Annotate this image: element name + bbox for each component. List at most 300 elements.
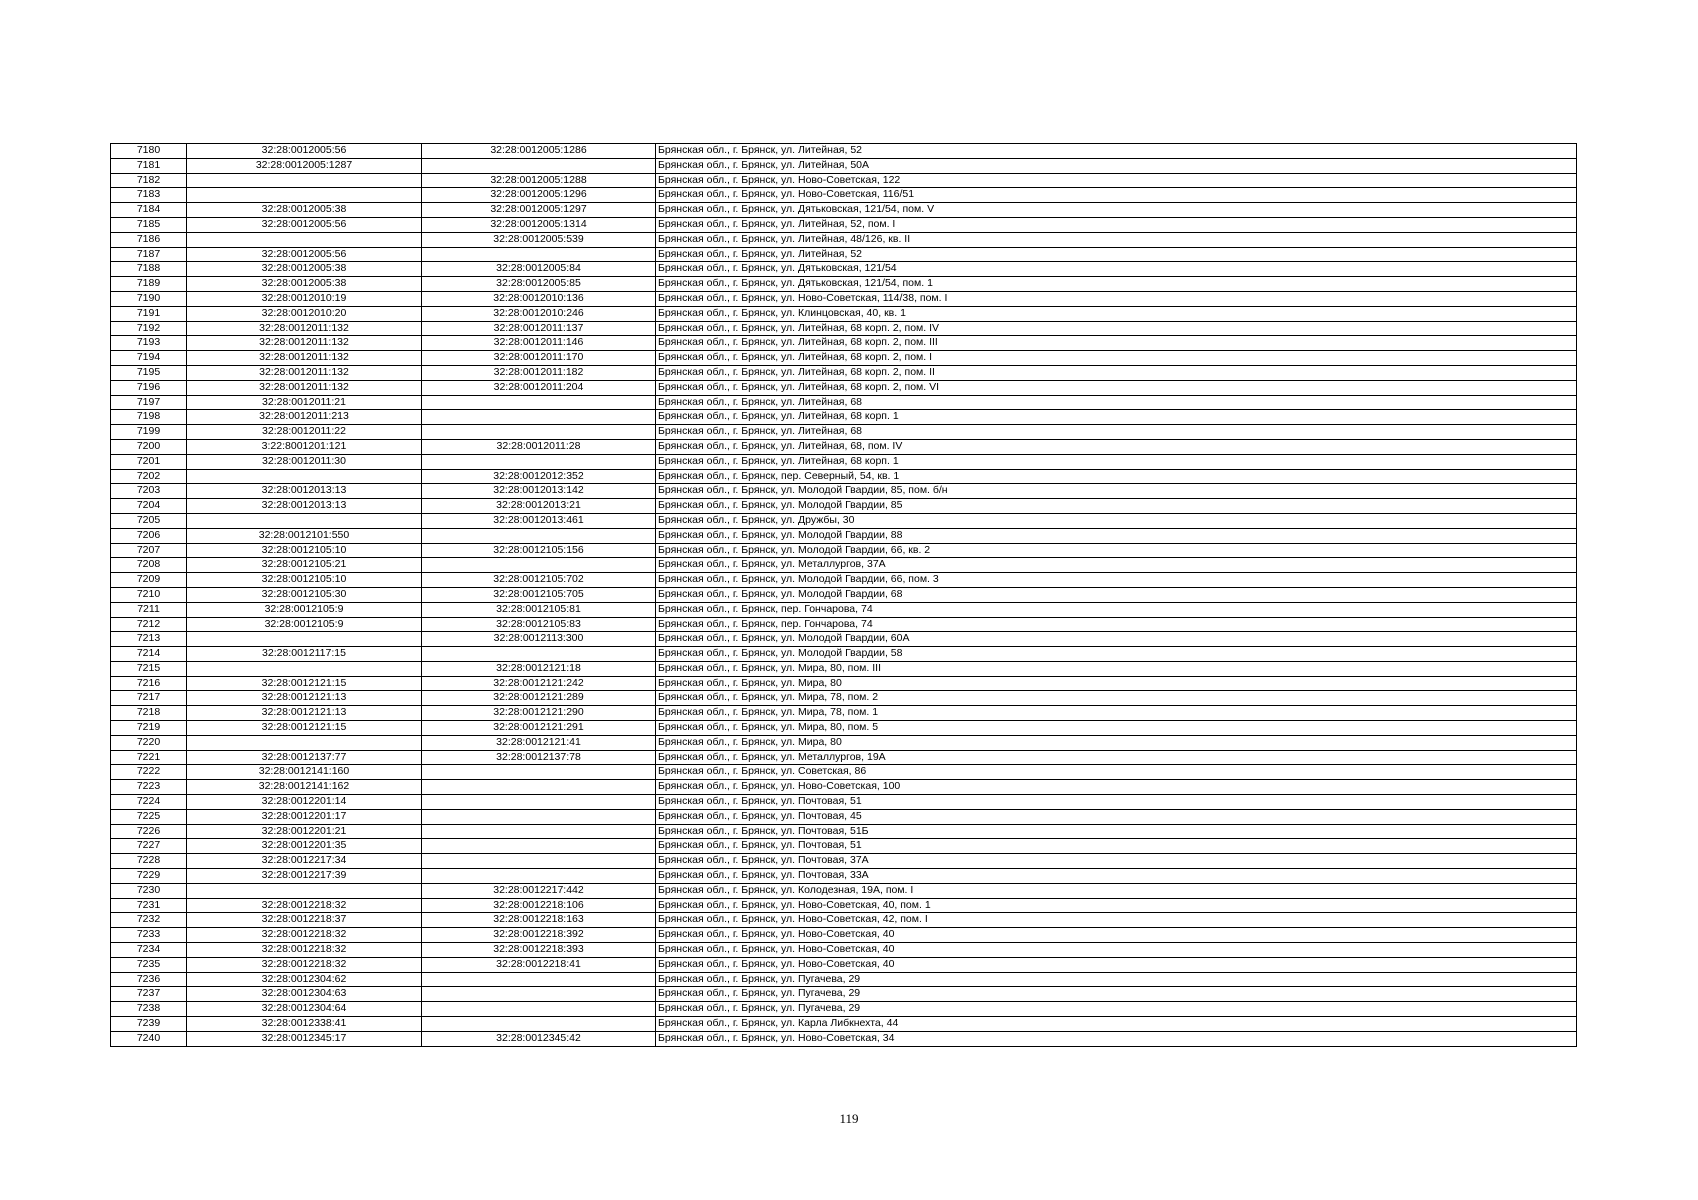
row-number-cell: 7230 xyxy=(111,883,187,898)
row-number-cell: 7202 xyxy=(111,469,187,484)
cadastral-parent-cell: 32:28:0012005:56 xyxy=(187,144,422,159)
table-row xyxy=(111,454,1577,469)
row-number-cell: 7199 xyxy=(111,425,187,440)
cadastral-object-cell xyxy=(422,1002,656,1017)
cadastral-object-cell: 32:28:0012011:146 xyxy=(422,336,656,351)
cadastral-object-cell: 32:28:0012105:81 xyxy=(422,602,656,617)
cadastral-object-cell: 32:28:0012121:242 xyxy=(422,676,656,691)
cadastral-object-cell: 32:28:0012005:1286 xyxy=(422,144,656,159)
cadastral-parent-cell: 32:28:0012218:32 xyxy=(187,928,422,943)
address-cell: Брянская обл., г. Брянск, ул. Дятьковская, 121/54, пом. 1 xyxy=(656,277,1577,292)
address-cell: Брянская обл., г. Брянск, ул. Пугачева, 29 xyxy=(656,972,1577,987)
cadastral-object-cell xyxy=(422,395,656,410)
row-number-cell: 7186 xyxy=(111,232,187,247)
row-number-cell: 7197 xyxy=(111,395,187,410)
address-cell: Брянская обл., г. Брянск, ул. Почтовая, 51Б xyxy=(656,824,1577,839)
table-row xyxy=(111,232,1577,247)
row-number-cell: 7192 xyxy=(111,321,187,336)
cadastral-parent-cell: 32:28:0012338:41 xyxy=(187,1017,422,1032)
address-cell: Брянская обл., г. Брянск, ул. Дятьковская, 121/54, пом. V xyxy=(656,203,1577,218)
cadastral-object-cell: 32:28:0012013:21 xyxy=(422,499,656,514)
cadastral-parent-cell: 32:28:0012011:132 xyxy=(187,351,422,366)
cadastral-object-cell xyxy=(422,528,656,543)
address-cell: Брянская обл., г. Брянск, ул. Ново-Советская, 40 xyxy=(656,928,1577,943)
table-row xyxy=(111,602,1577,617)
table-row xyxy=(111,706,1577,721)
cadastral-object-cell xyxy=(422,824,656,839)
cadastral-object-cell: 32:28:0012011:204 xyxy=(422,380,656,395)
cadastral-parent-cell: 32:28:0012005:38 xyxy=(187,262,422,277)
table-row xyxy=(111,661,1577,676)
row-number-cell: 7191 xyxy=(111,306,187,321)
cadastral-object-cell: 32:28:0012105:156 xyxy=(422,543,656,558)
table-row xyxy=(111,735,1577,750)
address-cell: Брянская обл., г. Брянск, ул. Молодой Гвардии, 66, кв. 2 xyxy=(656,543,1577,558)
address-cell: Брянская обл., г. Брянск, ул. Ново-Советская, 40 xyxy=(656,957,1577,972)
table-row xyxy=(111,277,1577,292)
address-cell: Брянская обл., г. Брянск, ул. Карла Либкнехта, 44 xyxy=(656,1017,1577,1032)
address-cell: Брянская обл., г. Брянск, пер. Гончарова, 74 xyxy=(656,617,1577,632)
table-row xyxy=(111,365,1577,380)
cadastral-object-cell: 32:28:0012218:41 xyxy=(422,957,656,972)
cadastral-object-cell: 32:28:0012012:352 xyxy=(422,469,656,484)
cadastral-object-cell: 32:28:0012105:702 xyxy=(422,573,656,588)
cadastral-object-cell xyxy=(422,780,656,795)
address-cell: Брянская обл., г. Брянск, ул. Литейная, 68 корп. 2, пом. IV xyxy=(656,321,1577,336)
table-row xyxy=(111,972,1577,987)
cadastral-object-cell: 32:28:0012011:182 xyxy=(422,365,656,380)
cadastral-parent-cell: 32:28:0012013:13 xyxy=(187,499,422,514)
table-row xyxy=(111,173,1577,188)
cadastral-object-cell xyxy=(422,795,656,810)
registry-table xyxy=(110,143,1577,1047)
address-cell: Брянская обл., г. Брянск, ул. Дружбы, 30 xyxy=(656,513,1577,528)
table-row xyxy=(111,484,1577,499)
address-cell: Брянская обл., г. Брянск, ул. Литейная, 68, пом. IV xyxy=(656,439,1577,454)
cadastral-parent-cell: 32:28:0012105:9 xyxy=(187,602,422,617)
row-number-cell: 7196 xyxy=(111,380,187,395)
table-row xyxy=(111,987,1577,1002)
cadastral-parent-cell: 32:28:0012117:15 xyxy=(187,647,422,662)
cadastral-parent-cell: 32:28:0012005:1287 xyxy=(187,158,422,173)
row-number-cell: 7208 xyxy=(111,558,187,573)
table-row xyxy=(111,913,1577,928)
address-cell: Брянская обл., г. Брянск, ул. Молодой Гвардии, 85, пом. б/н xyxy=(656,484,1577,499)
address-cell: Брянская обл., г. Брянск, ул. Пугачева, 29 xyxy=(656,987,1577,1002)
cadastral-object-cell xyxy=(422,558,656,573)
table-row xyxy=(111,188,1577,203)
cadastral-parent-cell: 32:28:0012010:19 xyxy=(187,291,422,306)
table-row xyxy=(111,425,1577,440)
address-cell: Брянская обл., г. Брянск, ул. Почтовая, 33А xyxy=(656,869,1577,884)
cadastral-object-cell: 32:28:0012218:106 xyxy=(422,898,656,913)
cadastral-parent-cell: 32:28:0012005:38 xyxy=(187,277,422,292)
row-number-cell: 7200 xyxy=(111,439,187,454)
cadastral-parent-cell xyxy=(187,883,422,898)
cadastral-object-cell: 32:28:0012005:1296 xyxy=(422,188,656,203)
table-row xyxy=(111,513,1577,528)
cadastral-parent-cell xyxy=(187,735,422,750)
cadastral-object-cell xyxy=(422,765,656,780)
cadastral-parent-cell: 32:28:0012011:30 xyxy=(187,454,422,469)
cadastral-object-cell: 32:28:0012013:142 xyxy=(422,484,656,499)
address-cell: Брянская обл., г. Брянск, ул. Клинцовская, 40, кв. 1 xyxy=(656,306,1577,321)
address-cell: Брянская обл., г. Брянск, ул. Почтовая, 51 xyxy=(656,795,1577,810)
address-cell: Брянская обл., г. Брянск, ул. Литейная, 50А xyxy=(656,158,1577,173)
row-number-cell: 7184 xyxy=(111,203,187,218)
cadastral-parent-cell: 32:28:0012217:39 xyxy=(187,869,422,884)
address-cell: Брянская обл., г. Брянск, ул. Пугачева, 29 xyxy=(656,1002,1577,1017)
row-number-cell: 7216 xyxy=(111,676,187,691)
address-cell: Брянская обл., г. Брянск, ул. Молодой Гвардии, 66, пом. 3 xyxy=(656,573,1577,588)
cadastral-object-cell: 32:28:0012011:28 xyxy=(422,439,656,454)
address-cell: Брянская обл., г. Брянск, ул. Молодой Гвардии, 68 xyxy=(656,587,1577,602)
cadastral-object-cell: 32:28:0012113:300 xyxy=(422,632,656,647)
cadastral-object-cell xyxy=(422,839,656,854)
address-cell: Брянская обл., г. Брянск, ул. Мира, 80 xyxy=(656,735,1577,750)
address-cell: Брянская обл., г. Брянск, ул. Литейная, 68 корп. 2, пом. II xyxy=(656,365,1577,380)
cadastral-parent-cell: 32:28:0012105:10 xyxy=(187,573,422,588)
cadastral-object-cell xyxy=(422,647,656,662)
table-row xyxy=(111,928,1577,943)
address-cell: Брянская обл., г. Брянск, ул. Металлургов, 19А xyxy=(656,750,1577,765)
table-row xyxy=(111,558,1577,573)
page-number: 119 xyxy=(839,1111,859,1126)
cadastral-parent-cell: 32:28:0012105:30 xyxy=(187,587,422,602)
table-row xyxy=(111,203,1577,218)
table-row xyxy=(111,144,1577,159)
cadastral-object-cell xyxy=(422,869,656,884)
cadastral-parent-cell: 32:28:0012105:9 xyxy=(187,617,422,632)
cadastral-parent-cell: 32:28:0012121:13 xyxy=(187,691,422,706)
cadastral-parent-cell: 3:22:8001201:121 xyxy=(187,439,422,454)
cadastral-parent-cell: 32:28:0012005:38 xyxy=(187,203,422,218)
cadastral-parent-cell: 32:28:0012218:32 xyxy=(187,957,422,972)
cadastral-object-cell: 32:28:0012218:392 xyxy=(422,928,656,943)
address-cell: Брянская обл., г. Брянск, ул. Ново-Советская, 114/38, пом. I xyxy=(656,291,1577,306)
cadastral-parent-cell: 32:28:0012105:10 xyxy=(187,543,422,558)
row-number-cell: 7222 xyxy=(111,765,187,780)
row-number-cell: 7236 xyxy=(111,972,187,987)
cadastral-parent-cell: 32:28:0012201:14 xyxy=(187,795,422,810)
cadastral-parent-cell xyxy=(187,469,422,484)
cadastral-parent-cell: 32:28:0012141:160 xyxy=(187,765,422,780)
row-number-cell: 7210 xyxy=(111,587,187,602)
table-row xyxy=(111,721,1577,736)
cadastral-parent-cell: 32:28:0012011:132 xyxy=(187,365,422,380)
address-cell: Брянская обл., г. Брянск, ул. Мира, 78, пом. 2 xyxy=(656,691,1577,706)
cadastral-parent-cell: 32:28:0012011:132 xyxy=(187,380,422,395)
table-row xyxy=(111,795,1577,810)
row-number-cell: 7207 xyxy=(111,543,187,558)
table-row xyxy=(111,336,1577,351)
cadastral-object-cell xyxy=(422,247,656,262)
row-number-cell: 7234 xyxy=(111,943,187,958)
address-cell: Брянская обл., г. Брянск, ул. Молодой Гвардии, 58 xyxy=(656,647,1577,662)
table-row xyxy=(111,854,1577,869)
row-number-cell: 7224 xyxy=(111,795,187,810)
cadastral-parent-cell: 32:28:0012011:213 xyxy=(187,410,422,425)
cadastral-parent-cell: 32:28:0012011:132 xyxy=(187,336,422,351)
row-number-cell: 7203 xyxy=(111,484,187,499)
row-number-cell: 7233 xyxy=(111,928,187,943)
cadastral-object-cell xyxy=(422,972,656,987)
cadastral-parent-cell: 32:28:0012137:77 xyxy=(187,750,422,765)
address-cell: Брянская обл., г. Брянск, ул. Почтовая, 45 xyxy=(656,809,1577,824)
table-row xyxy=(111,469,1577,484)
row-number-cell: 7239 xyxy=(111,1017,187,1032)
row-number-cell: 7187 xyxy=(111,247,187,262)
cadastral-parent-cell: 32:28:0012013:13 xyxy=(187,484,422,499)
row-number-cell: 7189 xyxy=(111,277,187,292)
row-number-cell: 7211 xyxy=(111,602,187,617)
cadastral-object-cell xyxy=(422,809,656,824)
cadastral-object-cell: 32:28:0012121:291 xyxy=(422,721,656,736)
address-cell: Брянская обл., г. Брянск, ул. Колодезная, 19А, пом. I xyxy=(656,883,1577,898)
cadastral-parent-cell xyxy=(187,232,422,247)
address-cell: Брянская обл., г. Брянск, ул. Ново-Советская, 34 xyxy=(656,1031,1577,1046)
row-number-cell: 7240 xyxy=(111,1031,187,1046)
address-cell: Брянская обл., г. Брянск, ул. Мира, 80, пом. III xyxy=(656,661,1577,676)
table-row xyxy=(111,691,1577,706)
table-row xyxy=(111,824,1577,839)
address-cell: Брянская обл., г. Брянск, ул. Литейная, 68 корп. 2, пом. III xyxy=(656,336,1577,351)
cadastral-parent-cell: 32:28:0012121:15 xyxy=(187,676,422,691)
address-cell: Брянская обл., г. Брянск, ул. Почтовая, 51 xyxy=(656,839,1577,854)
cadastral-parent-cell: 32:28:0012011:132 xyxy=(187,321,422,336)
cadastral-object-cell: 32:28:0012010:136 xyxy=(422,291,656,306)
address-cell: Брянская обл., г. Брянск, ул. Литейная, 68 корп. 2, пом. VI xyxy=(656,380,1577,395)
row-number-cell: 7188 xyxy=(111,262,187,277)
row-number-cell: 7227 xyxy=(111,839,187,854)
address-cell: Брянская обл., г. Брянск, ул. Мира, 80, пом. 5 xyxy=(656,721,1577,736)
table-row xyxy=(111,1017,1577,1032)
row-number-cell: 7213 xyxy=(111,632,187,647)
table-row xyxy=(111,957,1577,972)
table-row xyxy=(111,439,1577,454)
address-cell: Брянская обл., г. Брянск, ул. Ново-Советская, 122 xyxy=(656,173,1577,188)
cadastral-object-cell: 32:28:0012005:85 xyxy=(422,277,656,292)
address-cell: Брянская обл., г. Брянск, ул. Молодой Гвардии, 85 xyxy=(656,499,1577,514)
cadastral-parent-cell xyxy=(187,632,422,647)
table-row xyxy=(111,543,1577,558)
cadastral-object-cell: 32:28:0012013:461 xyxy=(422,513,656,528)
table-row xyxy=(111,247,1577,262)
cadastral-parent-cell: 32:28:0012141:162 xyxy=(187,780,422,795)
cadastral-object-cell: 32:28:0012217:442 xyxy=(422,883,656,898)
cadastral-object-cell: 32:28:0012218:393 xyxy=(422,943,656,958)
row-number-cell: 7209 xyxy=(111,573,187,588)
cadastral-object-cell: 32:28:0012005:84 xyxy=(422,262,656,277)
cadastral-object-cell xyxy=(422,854,656,869)
row-number-cell: 7183 xyxy=(111,188,187,203)
address-cell: Брянская обл., г. Брянск, ул. Литейная, 68 xyxy=(656,395,1577,410)
address-cell: Брянская обл., г. Брянск, ул. Литейная, 52 xyxy=(656,144,1577,159)
row-number-cell: 7229 xyxy=(111,869,187,884)
cadastral-parent-cell: 32:28:0012011:22 xyxy=(187,425,422,440)
address-cell: Брянская обл., г. Брянск, ул. Литейная, 68 xyxy=(656,425,1577,440)
row-number-cell: 7238 xyxy=(111,1002,187,1017)
cadastral-object-cell: 32:28:0012121:41 xyxy=(422,735,656,750)
address-cell: Брянская обл., г. Брянск, ул. Литейная, 52, пом. I xyxy=(656,217,1577,232)
address-cell: Брянская обл., г. Брянск, ул. Ново-Советская, 42, пом. I xyxy=(656,913,1577,928)
table-row xyxy=(111,780,1577,795)
cadastral-object-cell: 32:28:0012010:246 xyxy=(422,306,656,321)
row-number-cell: 7214 xyxy=(111,647,187,662)
row-number-cell: 7212 xyxy=(111,617,187,632)
table-row xyxy=(111,499,1577,514)
row-number-cell: 7190 xyxy=(111,291,187,306)
row-number-cell: 7206 xyxy=(111,528,187,543)
cadastral-object-cell: 32:28:0012011:170 xyxy=(422,351,656,366)
table-row xyxy=(111,217,1577,232)
address-cell: Брянская обл., г. Брянск, ул. Литейная, 68 корп. 1 xyxy=(656,410,1577,425)
row-number-cell: 7204 xyxy=(111,499,187,514)
row-number-cell: 7219 xyxy=(111,721,187,736)
table-row xyxy=(111,351,1577,366)
address-cell: Брянская обл., г. Брянск, ул. Металлургов, 37А xyxy=(656,558,1577,573)
row-number-cell: 7223 xyxy=(111,780,187,795)
cadastral-parent-cell xyxy=(187,188,422,203)
cadastral-object-cell: 32:28:0012005:1314 xyxy=(422,217,656,232)
table-row xyxy=(111,632,1577,647)
address-cell: Брянская обл., г. Брянск, ул. Мира, 78, пом. 1 xyxy=(656,706,1577,721)
address-cell: Брянская обл., г. Брянск, ул. Дятьковская, 121/54 xyxy=(656,262,1577,277)
cadastral-object-cell: 32:28:0012121:18 xyxy=(422,661,656,676)
table-row xyxy=(111,573,1577,588)
cadastral-parent-cell xyxy=(187,661,422,676)
address-cell: Брянская обл., г. Брянск, ул. Ново-Советская, 116/51 xyxy=(656,188,1577,203)
row-number-cell: 7228 xyxy=(111,854,187,869)
table-row xyxy=(111,898,1577,913)
cadastral-parent-cell: 32:28:0012217:34 xyxy=(187,854,422,869)
cadastral-object-cell: 32:28:0012105:83 xyxy=(422,617,656,632)
cadastral-object-cell xyxy=(422,1017,656,1032)
cadastral-object-cell xyxy=(422,454,656,469)
row-number-cell: 7217 xyxy=(111,691,187,706)
cadastral-parent-cell: 32:28:0012345:17 xyxy=(187,1031,422,1046)
row-number-cell: 7221 xyxy=(111,750,187,765)
cadastral-parent-cell: 32:28:0012304:62 xyxy=(187,972,422,987)
table-row xyxy=(111,617,1577,632)
row-number-cell: 7185 xyxy=(111,217,187,232)
row-number-cell: 7180 xyxy=(111,144,187,159)
cadastral-object-cell xyxy=(422,158,656,173)
row-number-cell: 7205 xyxy=(111,513,187,528)
table-row xyxy=(111,943,1577,958)
table-row xyxy=(111,380,1577,395)
cadastral-parent-cell: 32:28:0012105:21 xyxy=(187,558,422,573)
cadastral-object-cell xyxy=(422,425,656,440)
cadastral-parent-cell xyxy=(187,173,422,188)
address-cell: Брянская обл., г. Брянск, ул. Молодой Гвардии, 88 xyxy=(656,528,1577,543)
address-cell: Брянская обл., г. Брянск, пер. Северный, 54, кв. 1 xyxy=(656,469,1577,484)
table-row xyxy=(111,158,1577,173)
table-row xyxy=(111,291,1577,306)
cadastral-parent-cell: 32:28:0012121:13 xyxy=(187,706,422,721)
cadastral-parent-cell: 32:28:0012011:21 xyxy=(187,395,422,410)
address-cell: Брянская обл., г. Брянск, пер. Гончарова, 74 xyxy=(656,602,1577,617)
cadastral-parent-cell: 32:28:0012101:550 xyxy=(187,528,422,543)
cadastral-parent-cell: 32:28:0012218:32 xyxy=(187,943,422,958)
row-number-cell: 7225 xyxy=(111,809,187,824)
cadastral-parent-cell: 32:28:0012304:64 xyxy=(187,1002,422,1017)
table-row xyxy=(111,647,1577,662)
row-number-cell: 7226 xyxy=(111,824,187,839)
row-number-cell: 7218 xyxy=(111,706,187,721)
row-number-cell: 7195 xyxy=(111,365,187,380)
address-cell: Брянская обл., г. Брянск, ул. Молодой Гвардии, 60А xyxy=(656,632,1577,647)
address-cell: Брянская обл., г. Брянск, ул. Ново-Советская, 40 xyxy=(656,943,1577,958)
address-cell: Брянская обл., г. Брянск, ул. Литейная, 68 корп. 2, пом. I xyxy=(656,351,1577,366)
row-number-cell: 7181 xyxy=(111,158,187,173)
address-cell: Брянская обл., г. Брянск, ул. Литейная, 52 xyxy=(656,247,1577,262)
cadastral-object-cell: 32:28:0012121:289 xyxy=(422,691,656,706)
address-cell: Брянская обл., г. Брянск, ул. Литейная, 68 корп. 1 xyxy=(656,454,1577,469)
address-cell: Брянская обл., г. Брянск, ул. Почтовая, 37А xyxy=(656,854,1577,869)
row-number-cell: 7201 xyxy=(111,454,187,469)
table-row xyxy=(111,839,1577,854)
table-row xyxy=(111,395,1577,410)
cadastral-object-cell: 32:28:0012345:42 xyxy=(422,1031,656,1046)
cadastral-parent-cell: 32:28:0012201:35 xyxy=(187,839,422,854)
row-number-cell: 7235 xyxy=(111,957,187,972)
cadastral-object-cell: 32:28:0012121:290 xyxy=(422,706,656,721)
row-number-cell: 7182 xyxy=(111,173,187,188)
address-cell: Брянская обл., г. Брянск, ул. Мира, 80 xyxy=(656,676,1577,691)
table-row xyxy=(111,765,1577,780)
address-cell: Брянская обл., г. Брянск, ул. Литейная, 48/126, кв. II xyxy=(656,232,1577,247)
cadastral-parent-cell: 32:28:0012005:56 xyxy=(187,247,422,262)
table-row xyxy=(111,410,1577,425)
cadastral-object-cell: 32:28:0012005:539 xyxy=(422,232,656,247)
cadastral-parent-cell: 32:28:0012201:21 xyxy=(187,824,422,839)
table-row xyxy=(111,262,1577,277)
table-row xyxy=(111,321,1577,336)
cadastral-parent-cell: 32:28:0012010:20 xyxy=(187,306,422,321)
table-row xyxy=(111,306,1577,321)
cadastral-object-cell: 32:28:0012005:1297 xyxy=(422,203,656,218)
table-row xyxy=(111,676,1577,691)
table-row xyxy=(111,1002,1577,1017)
cadastral-object-cell: 32:28:0012005:1288 xyxy=(422,173,656,188)
table-row xyxy=(111,587,1577,602)
row-number-cell: 7194 xyxy=(111,351,187,366)
cadastral-parent-cell: 32:28:0012005:56 xyxy=(187,217,422,232)
cadastral-parent-cell xyxy=(187,513,422,528)
address-cell: Брянская обл., г. Брянск, ул. Ново-Советская, 40, пом. 1 xyxy=(656,898,1577,913)
row-number-cell: 7231 xyxy=(111,898,187,913)
cadastral-parent-cell: 32:28:0012218:37 xyxy=(187,913,422,928)
row-number-cell: 7198 xyxy=(111,410,187,425)
row-number-cell: 7220 xyxy=(111,735,187,750)
table-row xyxy=(111,869,1577,884)
row-number-cell: 7193 xyxy=(111,336,187,351)
table-row xyxy=(111,528,1577,543)
table-row xyxy=(111,809,1577,824)
table-row xyxy=(111,750,1577,765)
cadastral-parent-cell: 32:28:0012218:32 xyxy=(187,898,422,913)
cadastral-parent-cell: 32:28:0012121:15 xyxy=(187,721,422,736)
cadastral-object-cell xyxy=(422,987,656,1002)
cadastral-object-cell: 32:28:0012011:137 xyxy=(422,321,656,336)
table-row xyxy=(111,1031,1577,1046)
cadastral-object-cell: 32:28:0012105:705 xyxy=(422,587,656,602)
cadastral-parent-cell: 32:28:0012201:17 xyxy=(187,809,422,824)
registry-table-body xyxy=(111,144,1577,1047)
table-row xyxy=(111,883,1577,898)
cadastral-object-cell xyxy=(422,410,656,425)
